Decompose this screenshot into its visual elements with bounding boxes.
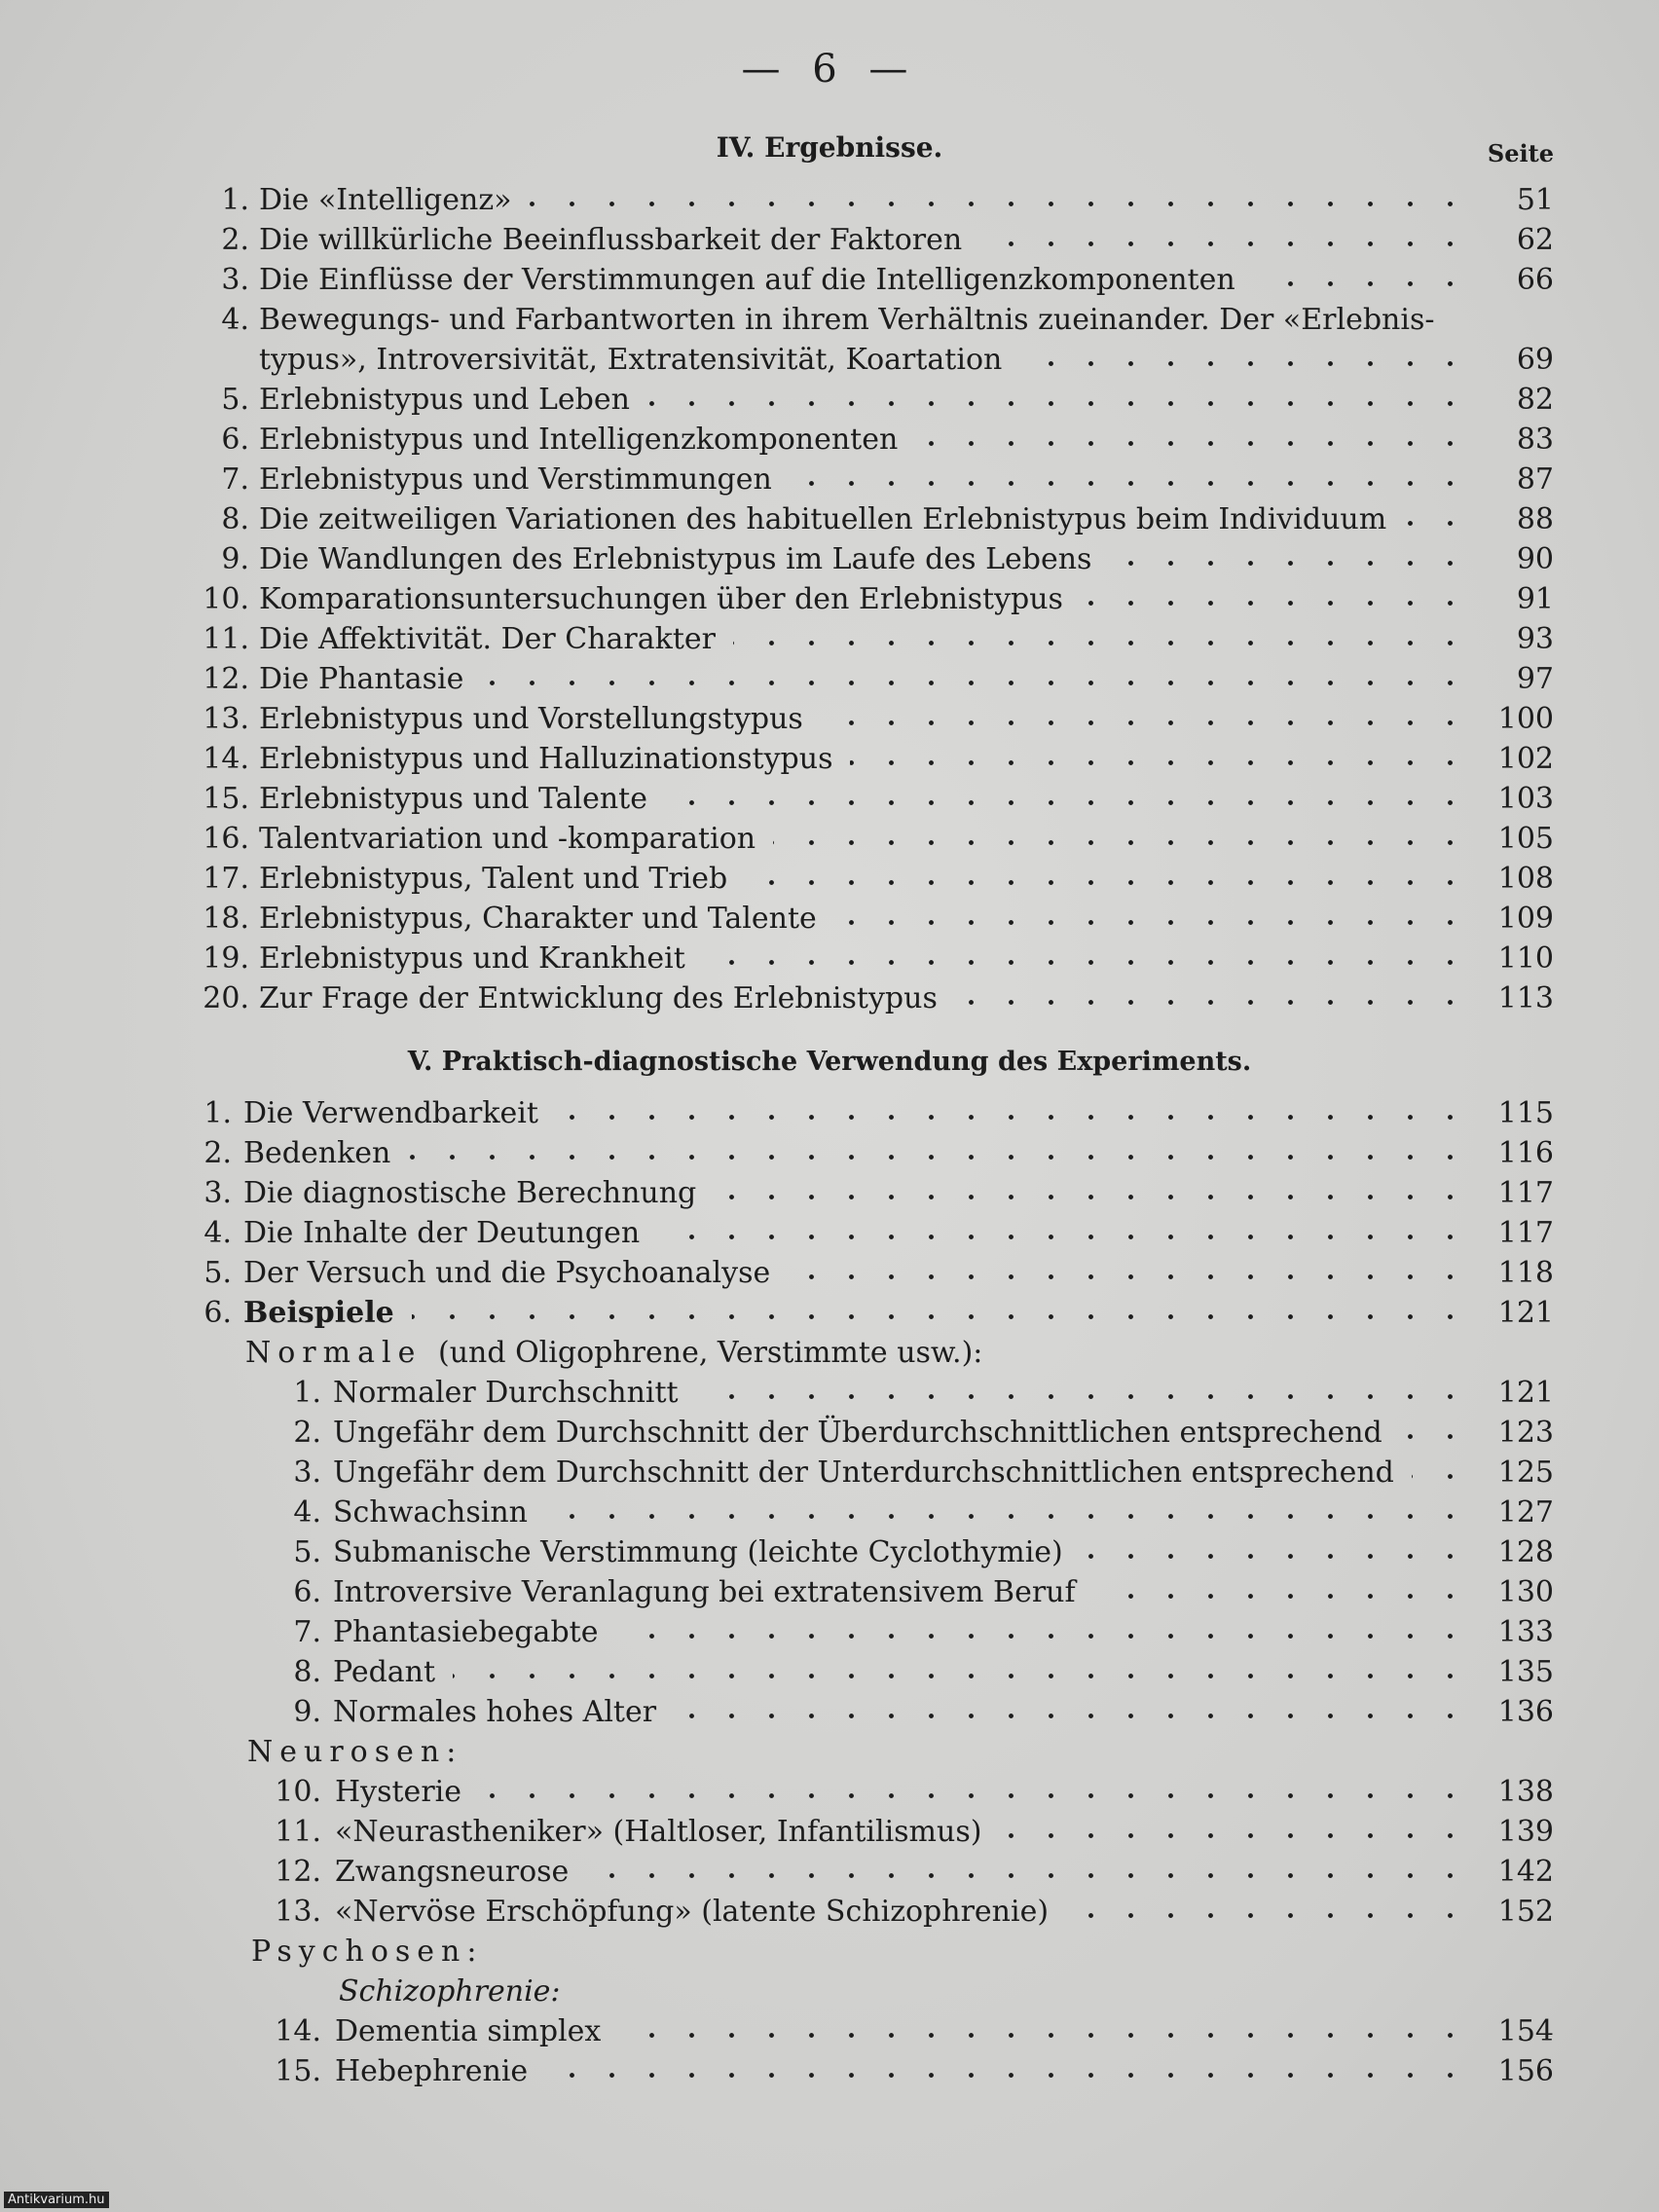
entry-number: 16. — [203, 822, 249, 856]
entry-title: Normaler Durchschnitt — [333, 1376, 679, 1410]
entry-title: Erlebnistypus, Talent und Trieb — [259, 862, 728, 896]
entry-title: Erlebnistypus und Halluzinationstypus — [259, 742, 833, 776]
toc-entry — [0, 1852, 1659, 1892]
toc-entry — [0, 220, 1659, 260]
entry-page-number: 121 — [1497, 1376, 1554, 1410]
toc-entry — [0, 1532, 1659, 1572]
entry-page-number: 123 — [1497, 1416, 1554, 1450]
entry-number: 2. — [293, 1416, 321, 1450]
entry-page-number: 90 — [1516, 542, 1554, 576]
entry-title: Erlebnistypus und Verstimmungen — [259, 462, 772, 497]
group-header-psychosen — [0, 1932, 1659, 1972]
toc-entry — [0, 899, 1659, 939]
toc-entry — [0, 1133, 1659, 1173]
entry-page-number: 103 — [1497, 782, 1554, 816]
dot-leader — [657, 1213, 1470, 1253]
entry-number: 3. — [221, 263, 249, 297]
dot-leader — [1404, 499, 1470, 539]
dot-leader — [1400, 1413, 1470, 1453]
toc-entry — [0, 1093, 1659, 1133]
dot-leader — [999, 1812, 1470, 1852]
entry-number: 11. — [275, 1815, 321, 1849]
seite-label: Seite — [1487, 139, 1554, 167]
entry-title: Erlebnistypus und Intelligenzkomponenten — [259, 423, 899, 457]
entry-title: Zwangsneurose — [335, 1855, 570, 1889]
dot-leader — [1093, 1572, 1470, 1612]
entry-number: 7. — [221, 462, 249, 497]
toc-entry — [0, 499, 1659, 539]
dot-leader — [733, 619, 1470, 659]
dot-leader — [453, 1652, 1470, 1692]
entry-title: «Neurastheniker» (Haltloser, Infantilismus) — [335, 1815, 982, 1849]
entry-title: Die willkürliche Beeinflussbarkeit der Faktoren — [259, 223, 963, 257]
dot-leader — [790, 460, 1470, 499]
entry-title: Bewegungs- und Farbantworten in ihrem Verhältnis zueinander. Der «Erlebnis- — [259, 303, 1435, 337]
entry-title: Die Einflüsse der Verstimmungen auf die Intelligenzkomponenten — [259, 263, 1235, 297]
dot-leader — [545, 1493, 1470, 1532]
entry-number: 1. — [293, 1376, 321, 1410]
dot-leader — [915, 420, 1470, 460]
dot-leader — [850, 739, 1470, 779]
group-label: Neurosen: — [247, 1735, 463, 1769]
entry-number: 4. — [203, 1216, 232, 1250]
dot-leader — [647, 380, 1470, 420]
entry-title: Die «Intelligenz» — [259, 183, 512, 217]
dot-leader — [556, 1093, 1470, 1133]
entry-number: 19. — [203, 941, 249, 976]
dot-leader — [665, 779, 1470, 819]
entry-page-number: 135 — [1497, 1655, 1554, 1689]
entry-number: 15. — [203, 782, 249, 816]
entry-number: 10. — [275, 1775, 321, 1809]
entry-page-number: 110 — [1497, 941, 1554, 976]
toc-entry — [0, 939, 1659, 978]
entry-title: Die Verwendbarkeit — [243, 1096, 538, 1130]
entry-page-number: 51 — [1516, 183, 1554, 217]
toc-entry — [0, 699, 1659, 739]
toc-entry — [0, 300, 1659, 340]
entry-page-number: 93 — [1516, 622, 1554, 656]
entry-number: 5. — [203, 1256, 232, 1290]
toc-entry — [0, 779, 1659, 819]
entry-page-number: 152 — [1497, 1895, 1554, 1929]
dot-leader — [586, 1852, 1470, 1892]
toc-entry — [0, 2011, 1659, 2051]
dot-leader — [408, 1133, 1470, 1173]
dot-leader — [1253, 260, 1470, 300]
entry-number: 14. — [203, 742, 249, 776]
toc-entry — [0, 1772, 1659, 1812]
entry-title: Die zeitweiligen Variationen des habituellen Erlebnistypus beim Individuum — [259, 502, 1387, 536]
entry-title: Erlebnistypus, Charakter und Talente — [259, 902, 817, 936]
toc-entry — [0, 739, 1659, 779]
entry-number: 20. — [203, 981, 249, 1015]
entry-page-number: 128 — [1497, 1535, 1554, 1569]
page-number: — 6 — — [741, 47, 918, 92]
entry-page-number: 117 — [1497, 1216, 1554, 1250]
dot-leader — [703, 939, 1470, 978]
entry-page-number: 91 — [1516, 582, 1554, 616]
dot-leader — [1019, 340, 1470, 380]
entry-title: Die diagnostische Berechnung — [243, 1176, 697, 1210]
entry-number: 4. — [221, 303, 249, 337]
entry-page-number: 83 — [1516, 423, 1554, 457]
entry-page-number: 116 — [1497, 1136, 1554, 1170]
entry-page-number: 139 — [1497, 1815, 1554, 1849]
entry-page-number: 125 — [1497, 1456, 1554, 1490]
dot-leader — [788, 1253, 1470, 1293]
entry-number: 6. — [293, 1575, 321, 1609]
entry-number: 9. — [293, 1695, 321, 1729]
entry-page-number: 127 — [1497, 1495, 1554, 1530]
dot-leader — [530, 180, 1470, 220]
entry-number: 13. — [275, 1895, 321, 1929]
entry-title: Submanische Verstimmung (leichte Cyclothymie) — [333, 1535, 1063, 1569]
entry-page-number: 102 — [1497, 742, 1554, 776]
dot-leader — [745, 859, 1470, 899]
entry-number: 18. — [203, 902, 249, 936]
entry-number: 2. — [203, 1136, 232, 1170]
entry-title: Dementia simplex — [335, 2014, 602, 2048]
toc-entry — [0, 1173, 1659, 1213]
dot-leader — [1109, 539, 1470, 579]
toc-entry — [0, 1692, 1659, 1732]
entry-page-number: 88 — [1516, 502, 1554, 536]
entry-number: 1. — [221, 183, 249, 217]
entry-page-number: 69 — [1516, 343, 1554, 377]
group-label-rest: (und Oligophrene, Verstimmte usw.): — [438, 1336, 983, 1370]
entry-title: typus», Introversivität, Extratensivität, Koartation — [259, 343, 1003, 377]
dot-leader — [615, 1612, 1470, 1652]
entry-number: 6. — [203, 1296, 232, 1330]
toc-entry — [0, 819, 1659, 859]
entry-number: 12. — [203, 662, 249, 696]
dot-leader — [955, 978, 1470, 1018]
toc-entry — [0, 1453, 1659, 1493]
entry-page-number: 66 — [1516, 263, 1554, 297]
toc-entry — [0, 1493, 1659, 1532]
entry-number: 17. — [203, 862, 249, 896]
entry-page-number: 133 — [1497, 1615, 1554, 1649]
entry-title: Komparationsuntersuchungen über den Erlebnistypus — [259, 582, 1063, 616]
entry-page-number: 100 — [1497, 702, 1554, 736]
entry-number: 6. — [221, 423, 249, 457]
entry-page-number: 154 — [1497, 2014, 1554, 2048]
toc-entry — [0, 1612, 1659, 1652]
toc-entry — [0, 260, 1659, 300]
toc-entry — [0, 1652, 1659, 1692]
toc-entry — [0, 380, 1659, 420]
dot-leader — [1081, 579, 1470, 619]
toc-entry — [0, 2051, 1659, 2091]
toc-entry — [0, 420, 1659, 460]
entry-number: 8. — [221, 502, 249, 536]
entry-page-number: 113 — [1497, 981, 1554, 1015]
subgroup-label: Schizophrenie: — [339, 1974, 561, 2009]
toc-entry — [0, 859, 1659, 899]
dot-leader — [412, 1293, 1470, 1333]
entry-title: Ungefähr dem Durchschnitt der Unterdurchschnittlichen entsprechend — [333, 1456, 1394, 1490]
entry-number: 13. — [203, 702, 249, 736]
entry-number: 11. — [203, 622, 249, 656]
toc-entry-continuation — [0, 340, 1659, 380]
dot-leader — [479, 1772, 1470, 1812]
entry-title: Ungefähr dem Durchschnitt der Überdurchschnittlichen entsprechend — [333, 1416, 1382, 1450]
entry-title: Pedant — [333, 1655, 436, 1689]
dot-leader — [1066, 1892, 1470, 1932]
dot-leader — [714, 1173, 1470, 1213]
dot-leader — [979, 220, 1470, 260]
entry-page-number: 109 — [1497, 902, 1554, 936]
watermark: Antikvarium.hu — [4, 2192, 109, 2208]
group-label: Normale — [245, 1336, 423, 1370]
entry-page-number: 142 — [1497, 1855, 1554, 1889]
entry-title: «Nervöse Erschöpfung» (latente Schizophrenie) — [335, 1895, 1050, 1929]
entry-number: 1. — [203, 1096, 232, 1130]
entry-title: Talentvariation und -komparation — [259, 822, 756, 856]
entry-title: Schwachsinn — [333, 1495, 528, 1530]
entry-page-number: 136 — [1497, 1695, 1554, 1729]
dot-leader — [834, 899, 1470, 939]
entry-title: Der Versuch und die Psychoanalyse — [243, 1256, 771, 1290]
entry-number: 3. — [293, 1456, 321, 1490]
entry-title: Introversive Veranlagung bei extratensivem Beruf — [333, 1575, 1076, 1609]
toc-entry — [0, 1253, 1659, 1293]
entry-title: Normales hohes Alter — [333, 1695, 657, 1729]
entry-title: Erlebnistypus und Krankheit — [259, 941, 685, 976]
dot-leader — [618, 2011, 1470, 2051]
entry-number: 8. — [293, 1655, 321, 1689]
section-v-heading: V. Praktisch-diagnostische Verwendung des Experiments. — [407, 1047, 1252, 1077]
toc-entry — [0, 1572, 1659, 1612]
entry-title: Zur Frage der Entwicklung des Erlebnistypus — [259, 981, 938, 1015]
entry-title: Die Inhalte der Deutungen — [243, 1216, 641, 1250]
entry-page-number: 62 — [1516, 223, 1554, 257]
entry-page-number: 115 — [1497, 1096, 1554, 1130]
toc-entry — [0, 1812, 1659, 1852]
entry-page-number: 108 — [1497, 862, 1554, 896]
toc-entry — [0, 1293, 1659, 1333]
entry-title: Hebephrenie — [335, 2054, 529, 2088]
dot-leader — [1412, 1453, 1470, 1493]
dot-leader — [821, 699, 1470, 739]
entry-page-number: 138 — [1497, 1775, 1554, 1809]
entry-number: 9. — [221, 542, 249, 576]
entry-title: Phantasiebegabte — [333, 1615, 599, 1649]
entry-number: 3. — [203, 1176, 232, 1210]
toc-entry — [0, 1413, 1659, 1453]
entry-number: 2. — [221, 223, 249, 257]
entry-number: 10. — [203, 582, 249, 616]
entry-title: Die Phantasie — [259, 662, 464, 696]
entry-number: 12. — [275, 1855, 321, 1889]
section-iv-heading: IV. Ergebnisse. — [716, 131, 943, 164]
entry-page-number: 121 — [1497, 1296, 1554, 1330]
dot-leader — [696, 1373, 1470, 1413]
entry-page-number: 130 — [1497, 1575, 1554, 1609]
group-header-normale — [0, 1333, 1659, 1373]
toc-entry — [0, 1892, 1659, 1932]
toc-entry — [0, 978, 1659, 1018]
entry-title: Beispiele — [243, 1296, 394, 1330]
toc-entry — [0, 619, 1659, 659]
dot-leader — [545, 2051, 1470, 2091]
entry-page-number: 87 — [1516, 462, 1554, 497]
dot-leader — [674, 1692, 1470, 1732]
toc-entry — [0, 579, 1659, 619]
entry-title: Erlebnistypus und Vorstellungstypus — [259, 702, 803, 736]
entry-title: Die Wandlungen des Erlebnistypus im Laufe des Lebens — [259, 542, 1092, 576]
entry-number: 14. — [275, 2014, 321, 2048]
entry-page-number: 105 — [1497, 822, 1554, 856]
entry-number: 15. — [275, 2054, 321, 2088]
toc-entry — [0, 460, 1659, 499]
entry-page-number: 117 — [1497, 1176, 1554, 1210]
toc-entry — [0, 659, 1659, 699]
entry-title: Hysterie — [335, 1775, 462, 1809]
toc-entry — [0, 1213, 1659, 1253]
entry-number: 7. — [293, 1615, 321, 1649]
entry-number: 5. — [221, 383, 249, 417]
entry-page-number: 82 — [1516, 383, 1554, 417]
toc-entry — [0, 1373, 1659, 1413]
entry-number: 4. — [293, 1495, 321, 1530]
entry-page-number: 97 — [1516, 662, 1554, 696]
entry-page-number: 156 — [1497, 2054, 1554, 2088]
entry-title: Erlebnistypus und Talente — [259, 782, 647, 816]
dot-leader — [481, 659, 1470, 699]
entry-title: Bedenken — [243, 1136, 391, 1170]
entry-title: Erlebnistypus und Leben — [259, 383, 630, 417]
subgroup-header-schizophrenie — [0, 1972, 1659, 2011]
entry-title: Die Affektivität. Der Charakter — [259, 622, 716, 656]
dot-leader — [773, 819, 1470, 859]
group-header-neurosen — [0, 1732, 1659, 1772]
toc-entry — [0, 180, 1659, 220]
entry-number: 5. — [293, 1535, 321, 1569]
group-label: Psychosen: — [251, 1935, 484, 1969]
entry-page-number: 118 — [1497, 1256, 1554, 1290]
dot-leader — [1081, 1532, 1470, 1572]
toc-entry — [0, 539, 1659, 579]
